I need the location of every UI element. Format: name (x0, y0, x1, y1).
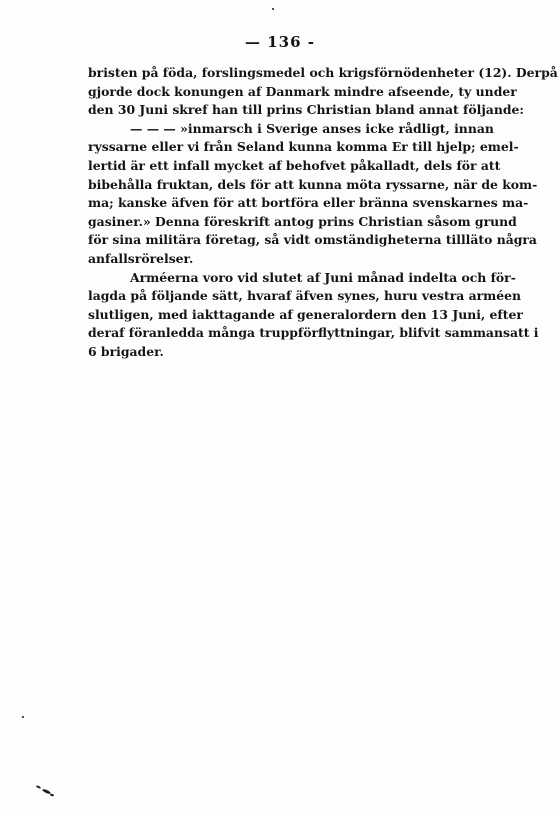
text-line: ma; kanske äfven för att bortföra eller bränna svenskarnes ma- (88, 195, 529, 211)
text-line: ryssarne eller vi från Seland kunna komma Er till hjelp; emel- (88, 139, 519, 155)
text-line: för sina militära företag, så vidt omständigheterna tillläto några (88, 232, 537, 248)
text-line: deraf föranledda många truppförflyttningar, blifvit sammansatt i (88, 325, 539, 341)
text-line: Arméerna voro vid slutet af Juni månad indelta och för- (130, 269, 516, 285)
ink-smudge (50, 793, 54, 796)
text-line: gjorde dock konungen af Danmark mindre afseende, ty under (88, 83, 517, 99)
text-line: bristen på föda, forslingsmedel och krigsförnödenheter (12). Derpå (88, 65, 558, 80)
paragraph-1 (88, 64, 558, 269)
text-line: lagda på följande sätt, hvaraf äfven synes, huru vestra arméen (88, 288, 522, 304)
text-line: gasiner.» Denna föreskrift antog prins Christian såsom grund (88, 213, 517, 229)
text-line: bibehålla fruktan, dels för att kunna möta ryssarne, när de kom- (88, 176, 538, 192)
text-line: 6 brigader. (88, 343, 164, 359)
ink-smudge (36, 785, 41, 789)
text-line: den 30 Juni skref han till prins Christian bland annat följande: (88, 102, 524, 118)
page-number: — 136 - (245, 33, 315, 51)
ink-speck (272, 8, 274, 10)
text-line: slutligen, med iakttagande af generalordern den 13 Juni, efter (88, 306, 523, 322)
text-line: — — — »inmarsch i Sverige anses icke rådligt, innan (130, 120, 494, 136)
text-line: anfallsrörelser. (88, 250, 194, 266)
text-line: lertid är ett infall mycket af behofvet påkalladt, dels för att (88, 157, 501, 173)
paragraph-2 (88, 269, 539, 362)
ink-speck (22, 716, 24, 718)
body-text (88, 64, 558, 362)
